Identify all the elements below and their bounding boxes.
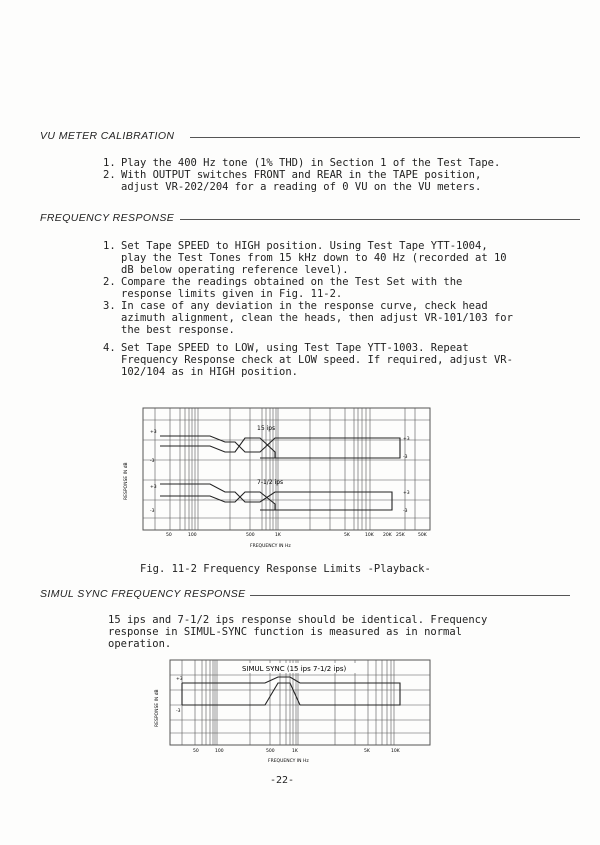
chart-grid <box>143 408 430 530</box>
x-tick-label: 500 <box>246 533 255 538</box>
x-tick-label: 500 <box>266 749 275 754</box>
freq-steps <box>103 240 513 378</box>
mark-label: +3 <box>176 677 183 682</box>
x-tick-label: 10K <box>391 749 400 754</box>
x-tick-label: 100 <box>188 533 197 538</box>
header-rule <box>190 137 580 138</box>
section-title: VU METER CALIBRATION <box>40 130 175 142</box>
x-tick-label: 5K <box>344 533 350 538</box>
label-75ips: 7-1/2 ips <box>257 479 284 486</box>
section-header-vu <box>40 130 580 144</box>
x-tick-label: 25K <box>396 533 405 538</box>
x-tick-label: 50 <box>166 533 172 538</box>
limit-curve-15ips-lower <box>160 438 400 458</box>
x-tick-label: 100 <box>215 749 224 754</box>
section-header-freq <box>40 212 580 226</box>
mark-label: +3 <box>150 430 157 435</box>
mark-label: +3 <box>403 437 410 442</box>
list-item: 1. Set Tape SPEED to HIGH position. Using Test Tape YTT-1004, play the Test Tones from 15 kHz down to 40 Hz (recorded at 10 dB below operating reference level). <box>103 240 507 276</box>
mark-label: -3 <box>403 455 408 460</box>
limit-curve-lower <box>182 683 300 705</box>
list-item: 2. Compare the readings obtained on the Test Set with the response limits given in Fig. 11-2. <box>103 276 463 300</box>
label-15ips: 15 ips <box>257 425 276 432</box>
mark-label: -3 <box>150 509 155 514</box>
x-tick-label: 20K <box>383 533 392 538</box>
list-item: 1. Play the 400 Hz tone (1% THD) in Section 1 of the Test Tape. <box>103 157 501 169</box>
x-tick-label: 5K <box>364 749 370 754</box>
vu-steps <box>103 157 513 193</box>
y-axis-label: RESPONSE IN dB <box>155 689 160 727</box>
mark-label: -3 <box>403 509 408 514</box>
list-item: 3. In case of any deviation in the response curve, check head azimuth alignment, clean the heads, then adjust VR-101/103 for the best response. <box>103 300 513 336</box>
x-tick-label: 10K <box>365 533 374 538</box>
limit-curve-15ips-upper <box>160 436 400 458</box>
chart-title: SIMUL SYNC (15 ips 7-1/2 ips) <box>242 665 347 673</box>
section-header-simul <box>40 588 580 602</box>
y-axis-label: RESPONSE IN dB <box>124 462 129 500</box>
header-rule <box>250 595 570 596</box>
x-tick-label: 1K <box>292 749 298 754</box>
mark-label: -3 <box>150 459 155 464</box>
header-rule <box>180 219 580 220</box>
simul-sync-chart <box>140 655 440 770</box>
figure-caption: Fig. 11-2 Frequency Response Limits -Playback- <box>140 563 431 575</box>
x-tick-label: 1K <box>275 533 281 538</box>
x-axis-label: FREQUENCY IN Hz <box>268 759 309 764</box>
frequency-response-chart <box>100 400 450 555</box>
section-title: SIMUL SYNC FREQUENCY RESPONSE <box>40 588 246 600</box>
limit-curves <box>160 436 400 510</box>
page-number: -22- <box>270 775 295 786</box>
mark-label: +3 <box>150 485 157 490</box>
mark-label: -3 <box>176 709 181 714</box>
section-title: FREQUENCY RESPONSE <box>40 212 175 224</box>
list-item: 2. With OUTPUT switches FRONT and REAR in the TAPE position, adjust VR-202/204 for a reading of 0 VU on the VU meters. <box>103 169 482 193</box>
x-axis-label: FREQUENCY IN Hz <box>250 544 291 549</box>
mark-label: +3 <box>403 491 410 496</box>
list-item: 4. Set Tape SPEED to LOW, using Test Tape YTT-1003. Repeat Frequency Response check at LOW speed. If required, adjust VR-102/104 as in HIGH position. <box>103 342 513 378</box>
simul-paragraph: 15 ips and 7-1/2 ips response should be identical. Frequency response in SIMUL-SYNC function is measured as in normal operation. <box>108 614 488 650</box>
x-tick-label: 50 <box>193 749 199 754</box>
x-tick-label: 50K <box>418 533 427 538</box>
